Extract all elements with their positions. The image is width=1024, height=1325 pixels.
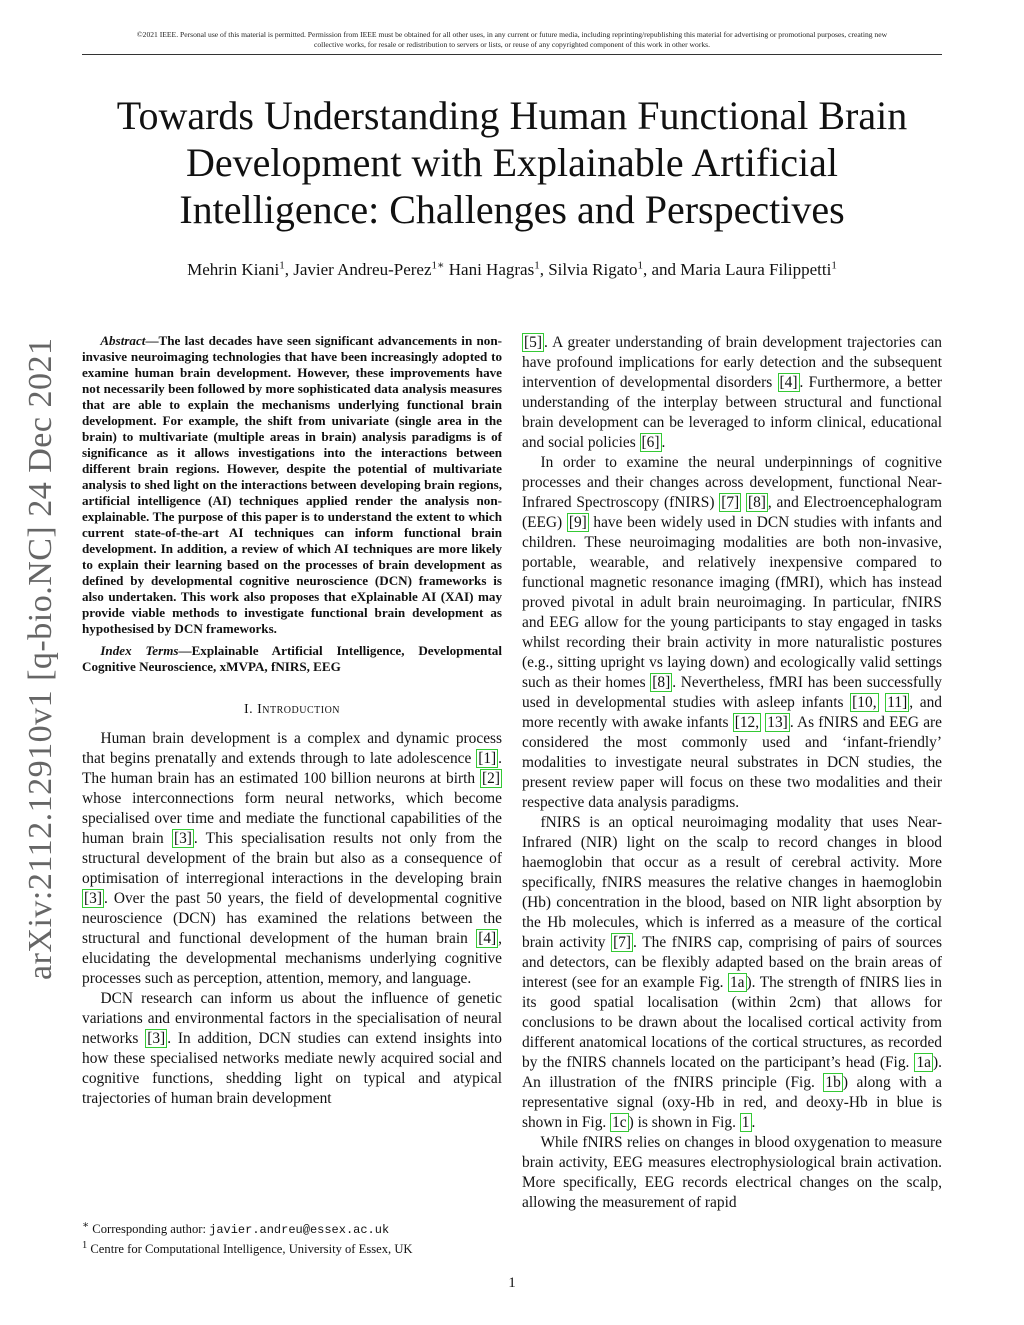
copyright-notice: ©2021 IEEE. Personal use of this material is permitted. Permission from IEEE must be obtained for all other uses, in any current or future media, including reprinting/republishing this material for advertising or promotional purposes, creating new collective works, for resale or redistribution to servers or lists, or reuse of any copyrighted component of this work in other works. bbox=[136, 30, 888, 49]
text-run: While fNIRS relies on changes in blood oxygenation to measure brain activity, EEG measures electrophysiological brain activation. More specifically, EEG records electrical changes on the scalp, allowing the measurement of rapid bbox=[522, 1134, 942, 1211]
body-paragraph bbox=[82, 729, 502, 989]
text-run: . In addition, DCN studies can extend insights into how these specialised networks mediate newly acquired social and cognitive functions, shedding light on typical and atypical trajectories of human brain development bbox=[82, 1030, 503, 1107]
citation-link[interactable]: [3] bbox=[147, 1030, 166, 1047]
citation-link[interactable]: 1c bbox=[612, 1114, 627, 1131]
author: Silvia Rigato$^1$, and bbox=[548, 259, 681, 279]
citation-link[interactable]: [12, bbox=[734, 714, 760, 731]
body-paragraph bbox=[522, 333, 942, 453]
citation-link[interactable]: 1 bbox=[741, 1114, 750, 1131]
author: Mehrin Kiani$^1$, bbox=[187, 259, 294, 279]
text-run: fNIRS is an optical neuroimaging modality that uses Near-Infrared (NIR) light on the scalp to record changes in blood haemoglobin that occur as a result of cerebral activity. More specifically, fNIRS measures the relative changes in haemoglobin (Hb) concentration in the blood, based on NIR light absorption by the Hb molecules, which is inferred as a measure of the cortical brain activity bbox=[522, 814, 942, 951]
author: Hani Hagras$^1$, bbox=[448, 259, 549, 279]
abstract: Abstract—The last decades have seen significant advancements in non-invasive neuroimaging technologies that have been increasingly adopted to examine human brain development. However, these improvements have not necessarily been followed by more sophisticated data analysis measures that are able to explain the mechanisms underlying functional brain development. For example, the shift from univariate (single area in the brain) to multivariate (multiple areas in brain) analysis paradigms is of significance as it allows investigations into the interactions between different brain regions. However, despite the potential of multivariate analysis to shed light on the interactions between developing brain regions, artificial intelligence (AI) techniques applied render the analysis non-explainable. The purpose of this paper is to understand the extent to which current state-of-the-art AI techniques can inform functional brain development. In addition, a review of which AI techniques are more likely to explain their learning based on the processes of brain development as defined by developmental cognitive neuroscience (DCN) frameworks is also undertaken. This work also proposes that eXplainable AI (XAI) may provide viable methods to investigate functional brain development as hypothesised by DCN frameworks. bbox=[82, 333, 502, 636]
citation-link[interactable]: [5] bbox=[524, 334, 542, 351]
text-run: . Over the past 50 years, the field of developmental cognitive neuroscience (DCN) has examined the relations between the structural and functional development of the human brain bbox=[82, 890, 502, 947]
citation-link[interactable]: [4] bbox=[478, 930, 497, 947]
left-body-text bbox=[82, 729, 502, 1109]
author: Javier Andreu-Perez$^{1∗}$ bbox=[293, 259, 445, 279]
citation-link[interactable]: 1a bbox=[729, 974, 745, 991]
text-run: . A greater understanding of brain development trajectories can have profound implications for early detection and the subsequent intervention of developmental disorders bbox=[522, 334, 942, 391]
citation-link[interactable]: [6] bbox=[641, 434, 660, 451]
text-run: . Nevertheless, fMRI has been successfully used in developmental studies with asleep infants bbox=[522, 674, 942, 711]
citation-link[interactable]: [10, bbox=[852, 694, 877, 711]
body-paragraph bbox=[82, 989, 502, 1109]
body-paragraph bbox=[522, 453, 942, 813]
left-column bbox=[82, 333, 502, 1109]
body-paragraph bbox=[522, 813, 942, 1133]
citation-link[interactable]: [4] bbox=[779, 374, 798, 391]
index-terms: Index Terms—Explainable Artificial Intelligence, Developmental Cognitive Neuroscience, xMVPA, fNIRS, EEG bbox=[82, 643, 502, 674]
text-run: , and Electroencephalogram (EEG) bbox=[522, 494, 942, 531]
text-run: , elucidating the developmental mechanisms underlying cognitive processes such as perception, attention, memory, and language. bbox=[82, 930, 502, 987]
text-run: . This specialisation results not only from the structural development of the brain but also as a consequence of optimisation of interregional interactions in the developing brain bbox=[82, 830, 502, 887]
text-run: whose interconnections form neural networks, which become specialised over time and mediate the functional capabilities of the human brain bbox=[82, 790, 502, 847]
text-run: have been widely used in DCN studies with infants and children. These neuroimaging modalities are both non-invasive, portable, wearable, and relatively inexpensive compared to functional magnetic resonance imaging (fMRI), which has instead proved pivotal in adult brain neuroimaging. In particular, fNIRS and EEG allow for the young participants to stay engaged in tasks whilst recording their brain activity in more naturalistic postures (e.g., sitting upright vs laying down) and ecologically valid settings such as their homes bbox=[522, 514, 943, 691]
affiliation-footnote: $^1$ Centre for Computational Intelligence, University of Essex, UK bbox=[82, 1240, 413, 1257]
author-list bbox=[82, 254, 942, 281]
citation-link[interactable]: 1b bbox=[825, 1074, 841, 1091]
section-heading-introduction: I. Introduction bbox=[243, 702, 341, 717]
text-run: ). An illustration of the fNIRS principle (Fig. bbox=[522, 1054, 942, 1091]
citation-link[interactable]: [3] bbox=[84, 890, 102, 907]
text-run: ) along with a representative signal (oxy-Hb in red, and deoxy-Hb in blue is shown in Fig. bbox=[522, 1074, 942, 1131]
text-run: In order to examine the neural underpinnings of cognitive processes and their changes across development, functional Near-Infrared Spectroscopy (fNIRS) bbox=[522, 454, 942, 511]
text-run: , and more recently with awake infants bbox=[522, 694, 942, 731]
text-run: Human brain development is a complex and dynamic process that begins prenatally and extends through to late adolescence bbox=[82, 730, 502, 767]
body-paragraph bbox=[522, 1133, 942, 1213]
text-run: . As fNIRS and EEG are considered the most commonly used and ‘infant-friendly’ modalities to investigate neural substrates in DCN studies, the present review paper will focus on these two modalities and their respective data analysis paradigms. bbox=[522, 714, 942, 811]
text-run: . Furthermore, a better understanding of the interplay between structural and functional brain development can be leveraged to inform clinical, educational and social policies bbox=[522, 374, 942, 451]
page-number: 1 bbox=[508, 1275, 516, 1291]
citation-link[interactable]: [3] bbox=[173, 830, 192, 847]
citation-link[interactable]: [7] bbox=[721, 494, 740, 511]
paper-title: Towards Understanding Human Functional Brain Development with Explainable Artificial Intelligence: Challenges and Perspectives bbox=[116, 93, 908, 232]
text-run: ) is shown in Fig. bbox=[628, 1114, 740, 1131]
citation-link[interactable]: [7] bbox=[613, 934, 632, 951]
author: Maria Laura Filippetti$^1$ bbox=[680, 259, 837, 279]
right-body-text bbox=[522, 333, 942, 1213]
corresponding-email[interactable]: javier.andreu@essex.ac.uk bbox=[209, 1223, 390, 1238]
text-run: ). The strength of fNIRS lies in its good spatial localisation (within 2cm) that allows for conclusions to be drawn about the localised cortical activity from different anatomical locations of the cortical structures, as recorded by the fNIRS channels located on the participant’s head (Fig. bbox=[522, 974, 942, 1071]
arxiv-identifier: arXiv:2112.12910v1 [q-bio.NC] 24 Dec 2021 bbox=[22, 337, 59, 980]
text-run: . bbox=[751, 1114, 756, 1131]
citation-link[interactable]: [1] bbox=[478, 750, 497, 767]
citation-link[interactable]: [8] bbox=[652, 674, 671, 691]
citation-link[interactable]: [2] bbox=[482, 770, 500, 787]
citation-link[interactable]: 11] bbox=[887, 694, 908, 711]
text-run: . The human brain has an estimated 100 billion neurons at birth bbox=[82, 750, 502, 787]
corresponding-author-footnote: ∗ Corresponding author: javier.andreu@essex.ac.uk bbox=[82, 1220, 390, 1238]
citation-link[interactable]: [9] bbox=[568, 514, 587, 531]
citation-link[interactable]: 13] bbox=[767, 714, 788, 731]
header-divider bbox=[82, 54, 942, 55]
citation-link[interactable]: 1a bbox=[916, 1054, 932, 1071]
text-run: . The fNIRS cap, comprising of pairs of sources and detectors, can be flexibly adapted based on the brain areas of interest (see for an example Fig. bbox=[522, 934, 942, 991]
footnotes bbox=[82, 1218, 502, 1257]
text-run: . bbox=[661, 434, 666, 451]
text-run: DCN research can inform us about the influence of genetic variations and environmental factors in the specialisation of neural networks bbox=[82, 990, 502, 1047]
right-column bbox=[522, 333, 942, 1213]
citation-link[interactable]: [8] bbox=[747, 494, 766, 511]
